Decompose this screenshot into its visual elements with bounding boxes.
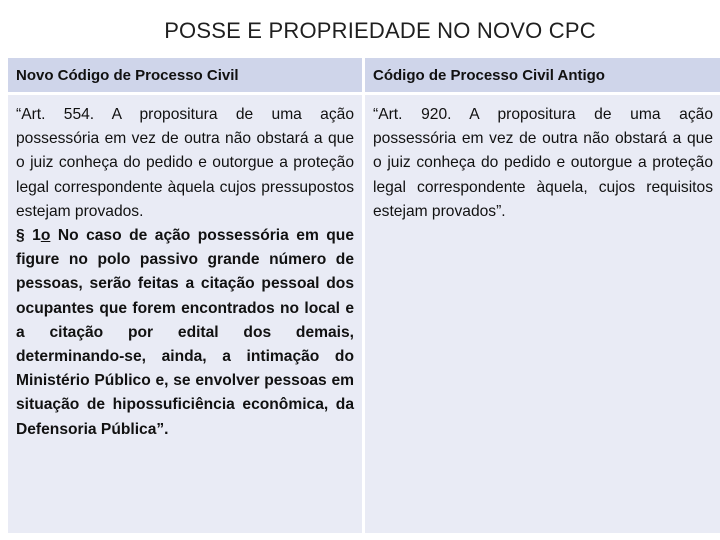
new-cpc-text-cell: [8, 95, 362, 533]
comparison-table: [8, 58, 720, 532]
art-554-text: “Art. 554. A propositura de uma ação possessória em vez de outra não obstará a que o juiz conheça do pedido e outorgue a proteção legal correspondente àquela cujos pressupostos estejam provados.: [16, 106, 354, 220]
art-920-text: “Art. 920. A propositura de uma ação possessória em vez de outra não obstará a que o juiz conheça do pedido e outorgue a proteção legal correspondente àquela, cujos requisitos estejam provados”.: [373, 106, 713, 220]
paragraph-1-body: No caso de ação possessória em que figure no polo passivo grande número de pessoas, serão feitas a citação pessoal dos ocupantes que forem encontrados no local e a citação por edital dos demais, determinando-se, ainda, a intimação do Ministério Público e, se envolver pessoas em situação de hipossuficiência econômica, da Defensoria Pública”.: [16, 227, 354, 438]
header-new-cpc: Novo Código de Processo Civil: [8, 58, 362, 92]
old-cpc-text-cell: [365, 95, 720, 533]
paragraph-1-text: [16, 224, 354, 442]
header-old-cpc: Código de Processo Civil Antigo: [365, 58, 720, 92]
paragraph-1-ordinal: o: [40, 227, 51, 245]
paragraph-1-prefix: § 1: [16, 227, 41, 245]
page-title: POSSE E PROPRIEDADE NO NOVO CPC: [164, 18, 596, 43]
